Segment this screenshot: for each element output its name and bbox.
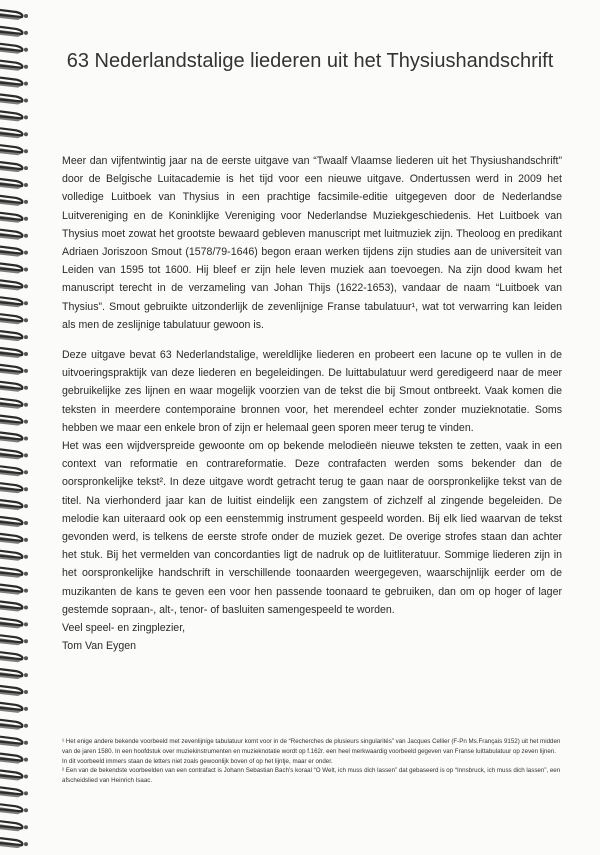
binding-loop [0,720,28,730]
binding-loop [0,365,28,375]
binding-loop [0,247,28,257]
binding-loop [0,517,28,527]
binding-loop [0,804,28,814]
closing-line: Veel speel- en zingplezier, [62,622,186,635]
binding-loop [0,821,28,831]
binding-loop [0,635,28,645]
edition-paragraph: Deze uitgave bevat 63 Nederlandstalige, wereldlijke liederen en probeert een lacune op te vullen in de uitvoeringspraktijk van deze liederen en begeleidingen. De luittabulatuur werd geredigeerd naar de meer gebruikelijke zes lijnen en waar mogelijk voorzien van de tekst die bij Smout ontbreekt. Vaak komen die teksten in meerdere contemporaine bronnen voor, het merendeel echter zonder muzieknotatie. Soms hebben we maar een enkele bron of zijn er helemaal geen sporen meer terug te vinden. [62,349,562,434]
binding-loop [0,737,28,747]
author-signature: Tom Van Eygen [62,640,136,653]
binding-loop [0,314,28,324]
binding-loop [0,145,28,155]
binding-loop [0,111,28,121]
binding-loop [0,264,28,274]
page-title: 63 Nederlandstalige liederen uit het Thysiushandschrift [66,50,554,72]
binding-loop [0,331,28,341]
binding-loop [0,280,28,290]
spiral-binding [0,0,32,855]
binding-loop [0,78,28,88]
contrafact-paragraph: Het was een wijdverspreide gewoonte om op bekende melodieën nieuwe teksten te zetten, vaak in een context van reformatie en contrareformatie. Deze contrafacten werden soms bekender dan de oorspronkelijke tekst². In deze uitgave wordt getracht terug te gaan naar de oorspronkelijke tekst van de titel. Na vierhonderd jaar kan de luitist eindelijk een zangstem of zichzelf al zingende begeleiden. De melodie kan uiteraard ook op een eenstemmig instrument gespeeld worden. Bij elk lied waarvan de tekst gevonden werd, is telkens de eerste strofe onder de muziek gezet. De overige strofes staan dan achter het stuk. Bij het vermelden van concordanties ligt de nadruk op de luitliteratuur. Sommige liederen zijn in het oorspronkelijke handschrift in verschillende toonaarden weergegeven, waarschijnlijk eerder om de muzikanten de kans te geven een voor hen passende toonaard te gebruiken, dan om op hoger of lager gestemde sopraan-, alt-, tenor- of basluiten samengespeeld te worden. [62,440,562,616]
binding-loop [0,348,28,358]
binding-loop [0,61,28,71]
binding-loop [0,686,28,696]
binding-loop [0,196,28,206]
binding-loop [0,500,28,510]
binding-loop [0,399,28,409]
binding-loop [0,449,28,459]
binding-loop [0,416,28,426]
binding-loop [0,754,28,764]
footnotes [62,737,562,786]
document-body [62,152,562,655]
binding-loop [0,179,28,189]
footnote-1: ¹ Het enige andere bekende voorbeeld met zevenlijnige tabulatuur komt voor in de “Recherches de plusieurs singularités” van Jacques Cellier (F-Pn Ms.Français 9152) uit het midden van de jaren 1580. In een hoofdstuk over muziekinstrumenten en muzieknotatie wordt op f.162r. een heel merkwaardig voorbeeld gegeven van Franse luittabulatuur op zeven lijnen. In dit voorbeeld immers staan de letters niet zoals gewoonlijk boven of op het lijntje, maar er onder. [62,738,561,765]
binding-loop [0,585,28,595]
binding-loop [0,703,28,713]
footnote-2: ² Een van de bekendste voorbeelden van een contrafact is Johann Sebastian Bach’s koraal “O Welt, ich muss dich lassen” dat gebaseerd is op “Innsbruck, ich muss dich lassen”, een afscheidslied van Heinrich Isaac. [62,767,561,785]
binding-loop [0,551,28,561]
binding-loop [0,771,28,781]
binding-loop [0,618,28,628]
binding-loop [0,95,28,105]
intro-paragraph: Meer dan vijfentwintig jaar na de eerste uitgave van “Twaalf Vlaamse liederen uit het Thysiushandschrift” door de Belgische Luitacademie is het tijd voor een nieuwe uitgave. Ondertussen werd in 2009 het volledige Luitboek van Thysius in een prachtige facsimile-editie uitgegeven door de Nederlandse Luitvereniging en de Koninklijke Vereniging voor Nederlandse Muziekgeschiedenis. Het Luitboek van Thysius moet zowat het grootste bewaard gebleven manuscript met luitmuziek zijn. Theoloog en predikant Adriaen Joriszoon Smout (1578/79-1646) begon eraan werken tijdens zijn studies aan de universiteit van Leiden van 1595 tot 1600. Hij bleef er zijn hele leven muziek aan toevoegen. Na zijn dood kwam het manuscript terecht in de verzameling van Johan Thijs (1622-1653), vandaar de naam “Luitboek van Thysius”. Smout gebruikte uitzonderlijk de zevenlijnige Franse tabulatuur¹, wat tot verwarring kan leiden als men de zeslijnige tabulatuur gewoon is. [62,155,562,331]
binding-loop [0,433,28,443]
binding-loop [0,568,28,578]
binding-loop [0,483,28,493]
binding-loop [0,466,28,476]
binding-loop [0,10,28,20]
binding-loop [0,534,28,544]
binding-loop [0,213,28,223]
binding-loop [0,838,28,848]
binding-loop [0,230,28,240]
binding-loop [0,382,28,392]
binding-loop [0,44,28,54]
binding-loop [0,602,28,612]
binding-loop [0,27,28,37]
binding-loop [0,297,28,307]
binding-loop [0,128,28,138]
binding-loop [0,652,28,662]
binding-loop [0,787,28,797]
binding-loop [0,669,28,679]
binding-loop [0,162,28,172]
